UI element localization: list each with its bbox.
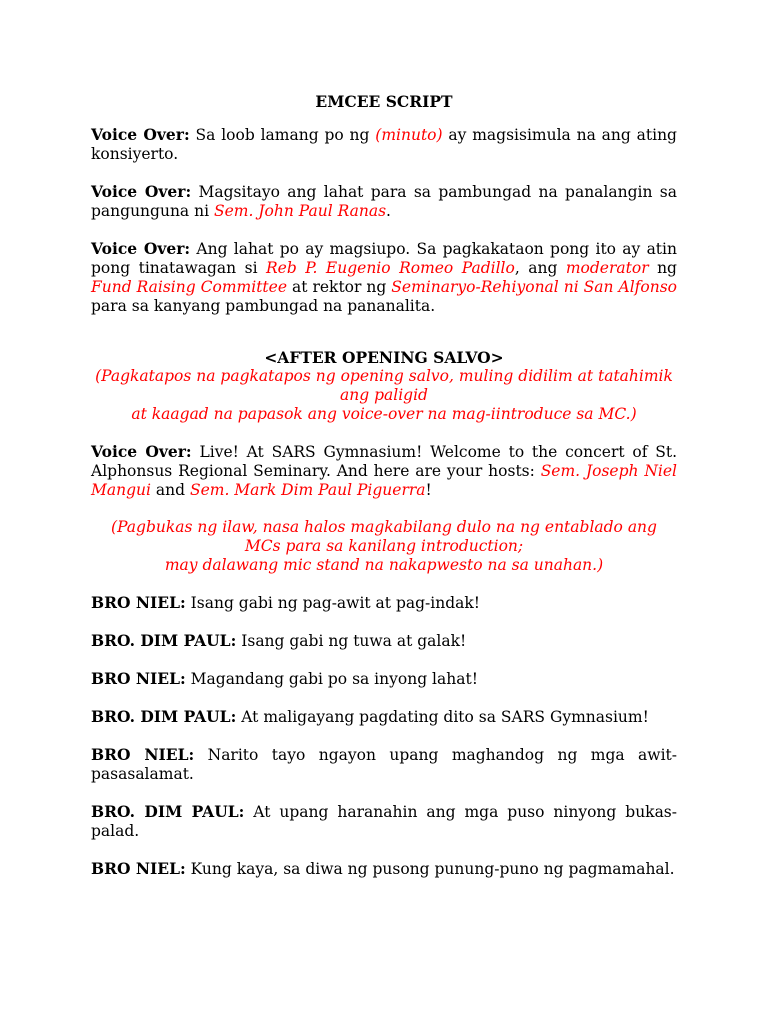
paragraph-text: Live! At SARS Gymnasium! Welcome to the concert of St. Alphonsus Regional Seminary. And here are your hosts: — [91, 443, 678, 480]
voice-over-paragraph-4 — [91, 442, 677, 500]
stage-direction: (Pagkatapos na pagkatapos ng opening salvo, muling didilim at tatahimik ang paligid — [95, 367, 673, 404]
paragraph-text: ng — [648, 259, 677, 277]
dialogue-line — [91, 669, 677, 689]
paragraph-text: para sa kanyang pambungad na pananalita. — [91, 297, 436, 315]
paragraph-text: ay magsisimula na ang ating konsiyerto. — [91, 126, 677, 163]
red-note: Seminaryo-Rehiyonal ni San Alfonso — [391, 278, 677, 296]
dialogue-line — [91, 859, 677, 879]
script-body — [91, 92, 677, 897]
speaker-label: Voice Over: — [91, 239, 191, 258]
voice-over-paragraph-1 — [91, 125, 677, 164]
dialogue-line — [91, 593, 677, 613]
red-note: Sem. Joseph Niel Mangui — [91, 462, 677, 499]
dialogue-text: At maligayang pagdating dito sa SARS Gymnasium! — [236, 708, 649, 726]
dialogue-text: Isang gabi ng tuwa at galak! — [236, 632, 467, 650]
paragraph-text: Magsitayo ang lahat para sa pambungad na panalangin sa pangunguna ni — [91, 183, 677, 220]
stage-direction: may dalawang mic stand na nakapwesto na sa unahan.) — [164, 556, 604, 574]
stage-direction: at kaagad na papasok ang voice-over na mag-iintroduce sa MC.) — [131, 405, 637, 423]
red-note: (minuto) — [375, 126, 443, 144]
dialogue-line — [91, 707, 677, 727]
speaker-label: Voice Over: — [91, 125, 190, 144]
voice-over-paragraph-3 — [91, 239, 677, 316]
paragraph-text: and — [150, 481, 190, 499]
stage-direction: (Pagbukas ng ilaw, nasa halos magkabilang dulo na ng entablado ang MCs para sa kanilang introduction; — [111, 518, 657, 555]
paragraph-text: . — [386, 202, 391, 220]
dialogue-text: Magandang gabi po sa inyong lahat! — [185, 670, 478, 688]
paragraph-text: Sa loob lamang po ng — [189, 126, 376, 144]
speaker-label: Voice Over: — [91, 442, 192, 461]
dialogue-text: Narito tayo ngayon upang maghandog ng mga awit-pasasalamat. — [91, 746, 677, 783]
paragraph-text: ! — [425, 481, 432, 499]
dialogue-text: Isang gabi ng pag-awit at pag-indak! — [185, 594, 480, 612]
red-note: moderator — [565, 259, 649, 277]
speaker-label: BRO NIEL: — [91, 859, 186, 878]
dialogue-line — [91, 745, 677, 784]
speaker-label: Voice Over: — [91, 182, 192, 201]
red-note: Sem. Mark Dim Paul Piguerra — [189, 481, 426, 499]
dialogue-text: At upang haranahin ang mga puso ninyong bukas-palad. — [91, 803, 678, 840]
speaker-label: BRO. DIM PAUL: — [91, 802, 245, 821]
speaker-label: BRO. DIM PAUL: — [91, 631, 237, 650]
red-note: Fund Raising Committee — [91, 278, 288, 296]
document-title: EMCEE SCRIPT — [315, 92, 453, 111]
paragraph-text: , ang — [514, 259, 566, 277]
speaker-label: BRO. DIM PAUL: — [91, 707, 237, 726]
paragraph-text: at rektor ng — [287, 278, 392, 296]
speaker-label: BRO NIEL: — [91, 593, 186, 612]
paragraph-text: Ang lahat po ay magsiupo. Sa pagkakataon pong ito ay atin pong tinatawagan si — [91, 240, 677, 277]
red-note: Sem. John Paul Ranas — [213, 202, 387, 220]
voice-over-paragraph-2 — [91, 182, 677, 221]
red-note: Reb P. Eugenio Romeo Padillo — [266, 259, 515, 277]
speaker-label: BRO NIEL: — [91, 669, 186, 688]
dialogue-line — [91, 802, 677, 841]
dialogue-text: Kung kaya, sa diwa ng pusong punung-puno ng pagmamahal. — [185, 860, 675, 878]
dialogue-line — [91, 631, 677, 651]
section-heading: <AFTER OPENING SALVO> — [264, 348, 504, 367]
speaker-label: BRO NIEL: — [91, 745, 195, 764]
